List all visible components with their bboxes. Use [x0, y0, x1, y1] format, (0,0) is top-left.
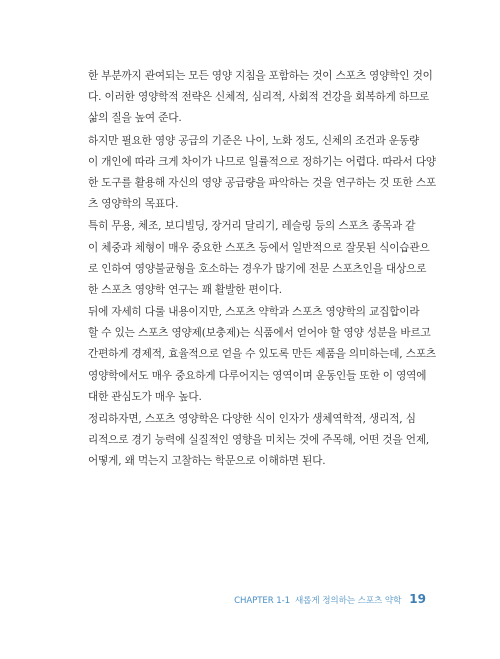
paragraph-3 [88, 216, 436, 301]
text-line: 리적으로 경기 능력에 실질적인 영향을 미치는 것에 주목해, 어떤 것을 언제, [88, 434, 430, 447]
text-line: 할 수 있는 스포츠 영양제(보충제)는 식품에서 얻어야 할 영양 성분을 바르고 [88, 327, 431, 340]
text-line: 정리하자면, 스포츠 영양학은 다양한 식이 인자가 생체역학적, 생리적, 심 [88, 413, 416, 425]
text-line: 뒤에 자세히 다룰 내용이지만, 스포츠 약학과 스포츠 영양학의 교집합이라 [88, 306, 420, 319]
text-line: 로 인하여 영양불균형을 호소하는 경우가 많기에 전문 스포츠인을 대상으로 [88, 262, 427, 275]
paragraph-5 [88, 409, 436, 473]
chapter-title: 새롭게 정의하는 스포츠 약학 [294, 596, 402, 606]
text-line: 간편하게 경제적, 효율적으로 얻을 수 있도록 만든 제품을 의미하는데, 스포츠 [88, 348, 436, 361]
paragraph-1 [88, 66, 436, 130]
text-line: 이 체중과 체형이 매우 중요한 스포츠 등에서 일반적으로 잘못된 식이습관으 [88, 241, 430, 254]
text-line: 삶의 질을 높여 준다. [88, 112, 182, 125]
body-text [88, 66, 436, 474]
paragraph-4 [88, 302, 436, 408]
text-line: 한 도구를 활용해 자신의 영양 공급량을 파악하는 것을 연구하는 것 또한 스포 [88, 176, 436, 189]
text-line: 한 스포츠 영양학 연구는 꽤 활발한 편이다. [88, 283, 282, 296]
paragraph-2 [88, 131, 436, 216]
text-line: 츠 영양학의 목표다. [88, 198, 179, 211]
page-number: 19 [409, 592, 426, 606]
text-line: 하지만 필요한 영양 공급의 기준은 나이, 노화 정도, 신체의 조건과 운동량 [88, 134, 420, 147]
chapter-label: CHAPTER 1-1 [234, 596, 290, 606]
text-line: 특히 무용, 체조, 보디빌딩, 장거리 달리기, 레슬링 등의 스포츠 종목과 같 [88, 220, 416, 233]
running-header [234, 594, 401, 606]
page-footer [234, 592, 426, 606]
text-line: 영양학에서도 매우 중요하게 다루어지는 영역이며 운동인들 또한 이 영역에 [88, 369, 427, 382]
text-line: 다. 이러한 영양학적 전략은 신체적, 심리적, 사회적 건강을 회복하게 하므로 [88, 91, 430, 104]
text-line: 이 개인에 따라 크게 차이가 나므로 일률적으로 정하기는 어렵다. 따라서 다양 [88, 155, 436, 168]
text-line: 어떻게, 왜 먹는지 고찰하는 학문으로 이해하면 된다. [88, 455, 326, 468]
text-line: 대한 관심도가 매우 높다. [88, 390, 202, 403]
text-line: 한 부분까지 관여되는 모든 영양 지침을 포함하는 것이 스포츠 영양학인 것이 [88, 70, 433, 82]
